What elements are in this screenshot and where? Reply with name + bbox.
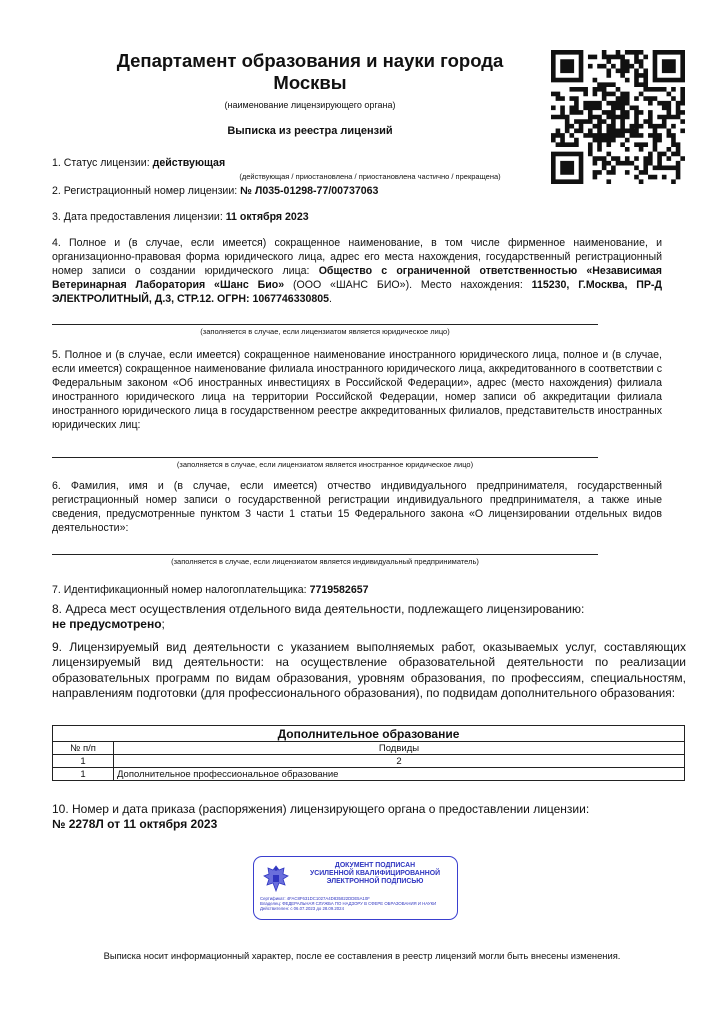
stamp-line-3: ЭЛЕКТРОННОЙ ПОДПИСЬЮ: [326, 878, 424, 885]
divider: [52, 554, 598, 555]
legal-entity-description: 4. Полное и (в случае, если имеется) сокращенное наименование, в том числе фирменное наименование, и организационно-правовая форма юридического лица, адрес его места нахождения, государственный регистрационный номер записи о создании юридического лица:: [52, 237, 662, 277]
column-header-number: № п/п: [53, 742, 114, 755]
ogrn-dot: .: [329, 293, 332, 305]
foreign-entity-section: 5. Полное и (в случае, если имеется) сокращенное наименование иностранного юридического лица, полное и (в случае, если имеется) сокращенное наименование филиала иностранного юридического лица, аккредитованного в соответствии с Федеральным законом «Об иностранных инвестициях в Российской Федерации», адрес (место нахождения) филиала иностранного юридического лица на территории Российской Федерации, номер записи об аккредитации филиала иностранного юридического лица в государственном реестре аккредитованных филиалов, представительств иностранных юридических лиц:: [52, 349, 662, 431]
column-number-2: 2: [114, 755, 685, 768]
license-date-value: 11 октября 2023: [225, 211, 309, 223]
qr-code-icon: [551, 50, 685, 184]
column-header-subtypes: Подвиды: [114, 742, 685, 755]
registration-number-value: № Л035-01298-77/00737063: [240, 185, 379, 197]
stamp-owner: Владелец: ФЕДЕРАЛЬНАЯ СЛУЖБА ПО НАДЗОРУ В СФЕРЕ ОБРАЗОВАНИЯ И НАУКИ: [260, 901, 437, 906]
legal-entity-note: (заполняется в случае, если лицензиатом является юридическое лицо): [200, 327, 450, 336]
license-date: [52, 210, 309, 224]
organization-address: 115230, Г.Москва, ПР-Д ЭЛЕКТРОЛИТНЫЙ, Д.3, СТР.12.: [52, 279, 662, 305]
legal-entity-section: [52, 236, 662, 306]
activity-addresses-label: 8. Адреса мест осуществления отдельного вида деятельности, подлежащего лицензированию:: [52, 602, 585, 616]
registration-number-label: 2. Регистрационный номер лицензии:: [52, 185, 241, 197]
divider: [52, 324, 598, 325]
taxpayer-id: [52, 583, 369, 597]
table-title-row: [53, 726, 685, 742]
table-row: [53, 768, 685, 781]
entrepreneur-section: 6. Фамилия, имя и (в случае, если имеется) отчество индивидуального предпринимателя, государственный регистрационный номер записи о государственной регистрации индивидуального предпринимателя, а также иные сведения, предусмотренные пунктом 3 части 1 статьи 15 Федерального закона «О лицензировании отдельных видов деятельности»:: [52, 480, 662, 534]
order-info-value: № 2278Л от 11 октября 2023: [52, 817, 218, 832]
activity-addresses-value: не предусмотрено: [52, 617, 162, 632]
registration-number: [52, 184, 378, 198]
row-number: 1: [53, 768, 114, 781]
electronic-signature-stamp: [253, 856, 458, 920]
title-line-1: Департамент образования и науки города: [116, 50, 504, 71]
license-status-label: 1. Статус лицензии:: [52, 157, 153, 169]
license-status: [52, 156, 225, 170]
stamp-line-2: УСИЛЕННОЙ КВАЛИФИЦИРОВАННОЙ: [309, 870, 441, 877]
activity-addresses: [52, 602, 672, 633]
foreign-entity-note: (заполняется в случае, если лицензиатом является иностранное юридическое лицо): [176, 460, 474, 469]
activity-addresses-suffix: ;: [161, 617, 165, 632]
organization-name: Общество с ограниченной ответственностью «Независимая Ветеринарная Лаборатория «Шанс Био»: [52, 265, 662, 291]
table-header-row: [53, 742, 685, 755]
taxpayer-id-label: 7. Идентификационный номер налогоплательщика:: [52, 584, 310, 596]
row-subtype: Дополнительное профессиональное образование: [114, 768, 685, 781]
entrepreneur-note: (заполняется в случае, если лицензиатом является индивидуальный предприниматель): [171, 557, 479, 566]
coat-of-arms-icon: [262, 864, 290, 894]
divider: [52, 457, 598, 458]
column-number-1: 1: [53, 755, 114, 768]
taxpayer-id-value: 7719582657: [309, 584, 369, 596]
activity-table: [52, 725, 685, 781]
title-line-2: Москвы: [273, 72, 347, 93]
license-status-value: действующая: [152, 157, 226, 169]
stamp-title: [299, 862, 451, 886]
order-info: [52, 802, 682, 833]
footer-disclaimer: Выписка носит информационный характер, после ее составления в реестр лицензий могли быть внесены изменения.: [103, 950, 621, 961]
order-info-label: 10. Номер и дата приказа (распоряжения) лицензирующего органа о предоставлении лицензии:: [52, 802, 590, 816]
table-title: Дополнительное образование: [53, 726, 685, 742]
licensed-activity: 9. Лицензируемый вид деятельности с указанием выполняемых работ, оказываемых услуг, составляющих лицензируемый вид деятельности: на осуществление образовательной деятельности по реализации образовательных программ по видам образования, уровням образования, по профессиям, специальностям, направлениям подготовки (для профессионального образования), по подвидам дополнительного образования:: [52, 640, 686, 701]
table-column-numbers-row: [53, 755, 685, 768]
license-status-note: (действующая / приостановлена / приостановлена частично / прекращена): [239, 172, 501, 181]
stamp-validity: Действителен: с 06.07.2023 до 28.09.2024: [260, 906, 344, 911]
document-title: [95, 50, 525, 94]
document-heading: Выписка из реестра лицензий: [227, 125, 393, 137]
stamp-line-1: ДОКУМЕНТ ПОДПИСАН: [334, 862, 416, 869]
organization-short-name: (ООО «ШАНС БИО»). Место нахождения:: [284, 279, 532, 291]
stamp-certificate: Сертификат: 4FAC8F631DC1027A4D835822DDE5A10F: [260, 896, 370, 901]
license-date-label: 3. Дата предоставления лицензии:: [52, 211, 226, 223]
ogrn-number: ОГРН: 1067746330805: [217, 293, 330, 305]
licensing-authority-caption: (наименование лицензирующего органа): [224, 100, 396, 110]
